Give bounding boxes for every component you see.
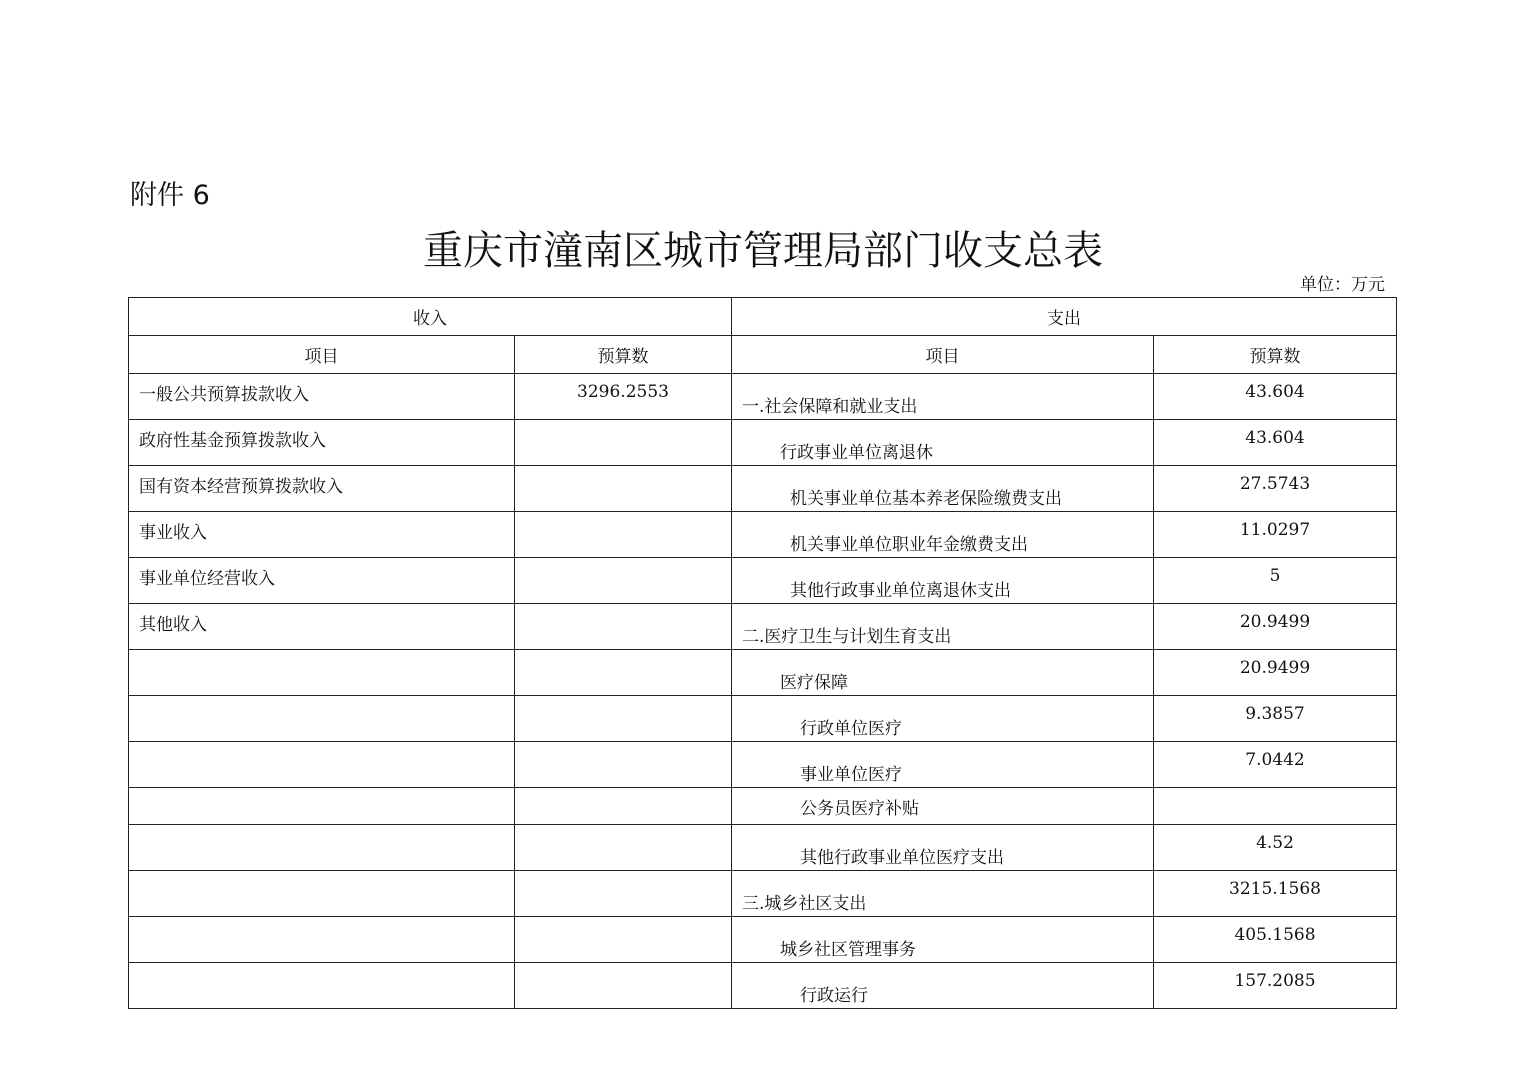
- expense-budget-header: 预算数: [1154, 336, 1397, 374]
- income-amount-cell: [515, 420, 732, 466]
- table-row: [129, 558, 1397, 604]
- table-row: [129, 512, 1397, 558]
- expense-item-cell: 二.医疗卫生与计划生育支出: [732, 604, 1154, 650]
- income-item-cell: [129, 696, 515, 742]
- expense-item-header: 项目: [732, 336, 1154, 374]
- expense-item-cell: 其他行政事业单位医疗支出: [732, 825, 1154, 871]
- expense-amount-cell: 27.5743: [1154, 466, 1397, 512]
- column-header-row: [129, 336, 1397, 374]
- income-amount-cell: [515, 917, 732, 963]
- table-row: [129, 374, 1397, 420]
- expense-amount-cell: 11.0297: [1154, 512, 1397, 558]
- income-amount-cell: [515, 512, 732, 558]
- table-row: [129, 466, 1397, 512]
- table-row: [129, 650, 1397, 696]
- income-item-header: 项目: [129, 336, 515, 374]
- income-amount-cell: [515, 604, 732, 650]
- expense-item-cell: 城乡社区管理事务: [732, 917, 1154, 963]
- table-row: [129, 696, 1397, 742]
- income-item-cell: [129, 788, 515, 825]
- expense-item-cell: 医疗保障: [732, 650, 1154, 696]
- table-row: [129, 825, 1397, 871]
- table-row: [129, 788, 1397, 825]
- income-header: 收入: [129, 298, 732, 336]
- income-item-cell: [129, 650, 515, 696]
- expense-amount-cell: 43.604: [1154, 374, 1397, 420]
- budget-table: [128, 297, 1397, 1009]
- income-amount-cell: [515, 742, 732, 788]
- expense-item-cell: 机关事业单位基本养老保险缴费支出: [732, 466, 1154, 512]
- income-item-cell: 政府性基金预算拨款收入: [129, 420, 515, 466]
- income-amount-cell: [515, 696, 732, 742]
- income-amount-cell: 3296.2553: [515, 374, 732, 420]
- income-amount-cell: [515, 466, 732, 512]
- income-item-cell: 事业单位经营收入: [129, 558, 515, 604]
- expense-item-cell: 机关事业单位职业年金缴费支出: [732, 512, 1154, 558]
- table-row: [129, 963, 1397, 1009]
- table-row: [129, 604, 1397, 650]
- expense-amount-cell: 43.604: [1154, 420, 1397, 466]
- income-amount-cell: [515, 788, 732, 825]
- income-item-cell: [129, 963, 515, 1009]
- table-row: [129, 420, 1397, 466]
- expense-amount-cell: 3215.1568: [1154, 871, 1397, 917]
- expense-amount-cell: 5: [1154, 558, 1397, 604]
- expense-item-cell: 行政事业单位离退休: [732, 420, 1154, 466]
- expense-item-cell: 一.社会保障和就业支出: [732, 374, 1154, 420]
- expense-amount-cell: 7.0442: [1154, 742, 1397, 788]
- expense-amount-cell: 9.3857: [1154, 696, 1397, 742]
- expense-amount-cell: 405.1568: [1154, 917, 1397, 963]
- income-item-cell: 事业收入: [129, 512, 515, 558]
- income-item-cell: [129, 917, 515, 963]
- expense-item-cell: 其他行政事业单位离退休支出: [732, 558, 1154, 604]
- expense-amount-cell: [1154, 788, 1397, 825]
- attachment-label: 附件 6: [130, 180, 210, 211]
- expense-amount-cell: 4.52: [1154, 825, 1397, 871]
- table-row: [129, 917, 1397, 963]
- expense-amount-cell: 20.9499: [1154, 604, 1397, 650]
- expense-header: 支出: [732, 298, 1397, 336]
- expense-item-cell: 公务员医疗补贴: [732, 788, 1154, 825]
- page-title: 重庆市潼南区城市管理局部门收支总表: [423, 228, 1103, 274]
- group-header-row: [129, 298, 1397, 336]
- income-item-cell: [129, 742, 515, 788]
- income-item-cell: [129, 871, 515, 917]
- income-item-cell: [129, 825, 515, 871]
- table-row: [129, 742, 1397, 788]
- income-amount-cell: [515, 963, 732, 1009]
- expense-item-cell: 行政单位医疗: [732, 696, 1154, 742]
- income-amount-cell: [515, 871, 732, 917]
- expense-item-cell: 三.城乡社区支出: [732, 871, 1154, 917]
- income-budget-header: 预算数: [515, 336, 732, 374]
- income-item-cell: 其他收入: [129, 604, 515, 650]
- income-item-cell: 一般公共预算拔款收入: [129, 374, 515, 420]
- income-amount-cell: [515, 558, 732, 604]
- expense-amount-cell: 157.2085: [1154, 963, 1397, 1009]
- expense-item-cell: 行政运行: [732, 963, 1154, 1009]
- unit-label: 单位：万元: [1300, 275, 1385, 295]
- table-row: [129, 871, 1397, 917]
- income-item-cell: 国有资本经营预算拨款收入: [129, 466, 515, 512]
- income-amount-cell: [515, 825, 732, 871]
- expense-item-cell: 事业单位医疗: [732, 742, 1154, 788]
- income-amount-cell: [515, 650, 732, 696]
- expense-amount-cell: 20.9499: [1154, 650, 1397, 696]
